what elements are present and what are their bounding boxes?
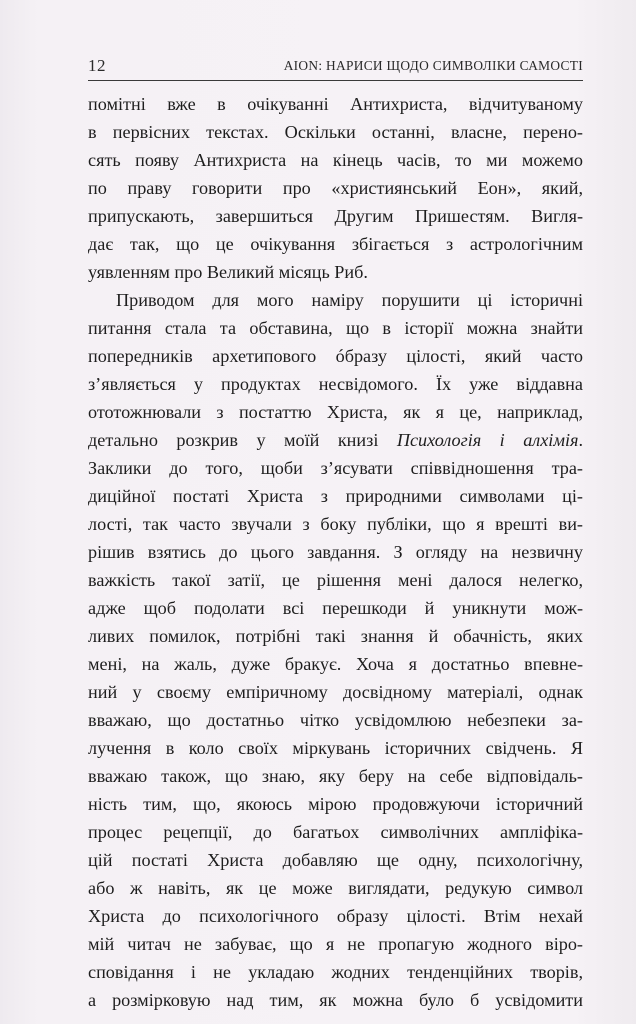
text-line: з’являється у продуктах несвідомого. Їх уже віддавна xyxy=(88,374,583,394)
body-text xyxy=(88,90,583,1014)
text-line: або ж навіть, як це може виглядати, редукую символ xyxy=(88,878,583,898)
text-segment: . xyxy=(578,430,583,450)
text-line: ний у своєму емпіричному досвідному матеріалі, однак xyxy=(88,682,583,702)
page-number: 12 xyxy=(88,56,106,75)
text-line: вважаю також, що знаю, яку беру на себе відповідаль- xyxy=(88,766,583,786)
text-line: Заклики до того, щоби з’ясувати співвідношення тра- xyxy=(88,458,583,478)
text-line: мені, на жаль, дуже бракує. Хоча я достатньо впевне- xyxy=(88,654,583,674)
text-line: питання стала та обставина, що в історії можна знайти xyxy=(88,318,583,338)
text-line: ливих помилок, потрібні такі знання й обачність, яких xyxy=(88,626,583,646)
text-line: помітні вже в очікуванні Антихриста, відчитуваному xyxy=(88,94,583,114)
text-line: попередників архетипового óбразу цілості, який часто xyxy=(88,346,583,366)
text-line: по праву говорити про «християнський Еон», який, xyxy=(88,178,583,198)
text-line: дає так, що це очікування збігається з астрологічним xyxy=(88,234,583,254)
text-line: Приводом для мого наміру порушити ці історичні xyxy=(116,290,583,310)
text-line: адже щоб подолати всі перешкоди й уникнути мож- xyxy=(88,598,583,618)
text-line: сять появу Антихриста на кінець часів, то ми можемо xyxy=(88,150,583,170)
text-line: уявленням про Великий місяць Риб. xyxy=(88,262,368,282)
text-line: цій постаті Христа добавляю ще одну, психологічну, xyxy=(88,850,583,870)
running-title: AION: НАРИСИ ЩОДО СИМВОЛІКИ САМОСТІ xyxy=(283,58,583,73)
text-line: вважаю, що достатньо чітко усвідомлюю небезпеки за- xyxy=(88,710,583,730)
text-segment: детально розкрив у моїй книзі xyxy=(88,430,397,450)
text-line: сповідання і не укладаю жодних тенденційних творів, xyxy=(88,962,583,982)
running-head xyxy=(88,56,583,78)
header-rule xyxy=(88,80,583,81)
text-line: ототожнювали з постаттю Христа, як я це, наприклад, xyxy=(88,402,583,422)
book-title: Психологія і алхімія xyxy=(396,430,579,450)
text-line: ність тим, що, якоюсь мірою продовжуючи історичний xyxy=(88,794,583,814)
text-line-with-book-title xyxy=(88,426,583,454)
text-line: диційної постаті Христа з природними символами ці- xyxy=(88,486,583,506)
text-line: важкість такої затії, це рішення мені далося нелегко, xyxy=(88,570,583,590)
text-line: процес рецепції, до багатьох символічних ампліфіка- xyxy=(88,822,583,842)
text-line: лучення в коло своїх міркувань історичних свідчень. Я xyxy=(88,738,583,758)
text-line: рішив взятись до цього завдання. З огляду на незвичну xyxy=(88,542,583,562)
text-line: Христа до психологічного образу цілості. Втім нехай xyxy=(88,906,583,926)
text-line: мій читач не забуває, що я не пропагую жодного віро- xyxy=(88,934,583,954)
text-line: лості, так часто звучали з боку публіки, що я врешті ви- xyxy=(88,514,583,534)
text-line: припускають, завершиться Другим Пришестям. Вигля- xyxy=(88,206,583,226)
text-line: а розмірковую над тим, як можна було б усвідомити xyxy=(88,990,583,1010)
text-line: в первісних текстах. Оскільки останні, власне, перено- xyxy=(88,122,583,142)
